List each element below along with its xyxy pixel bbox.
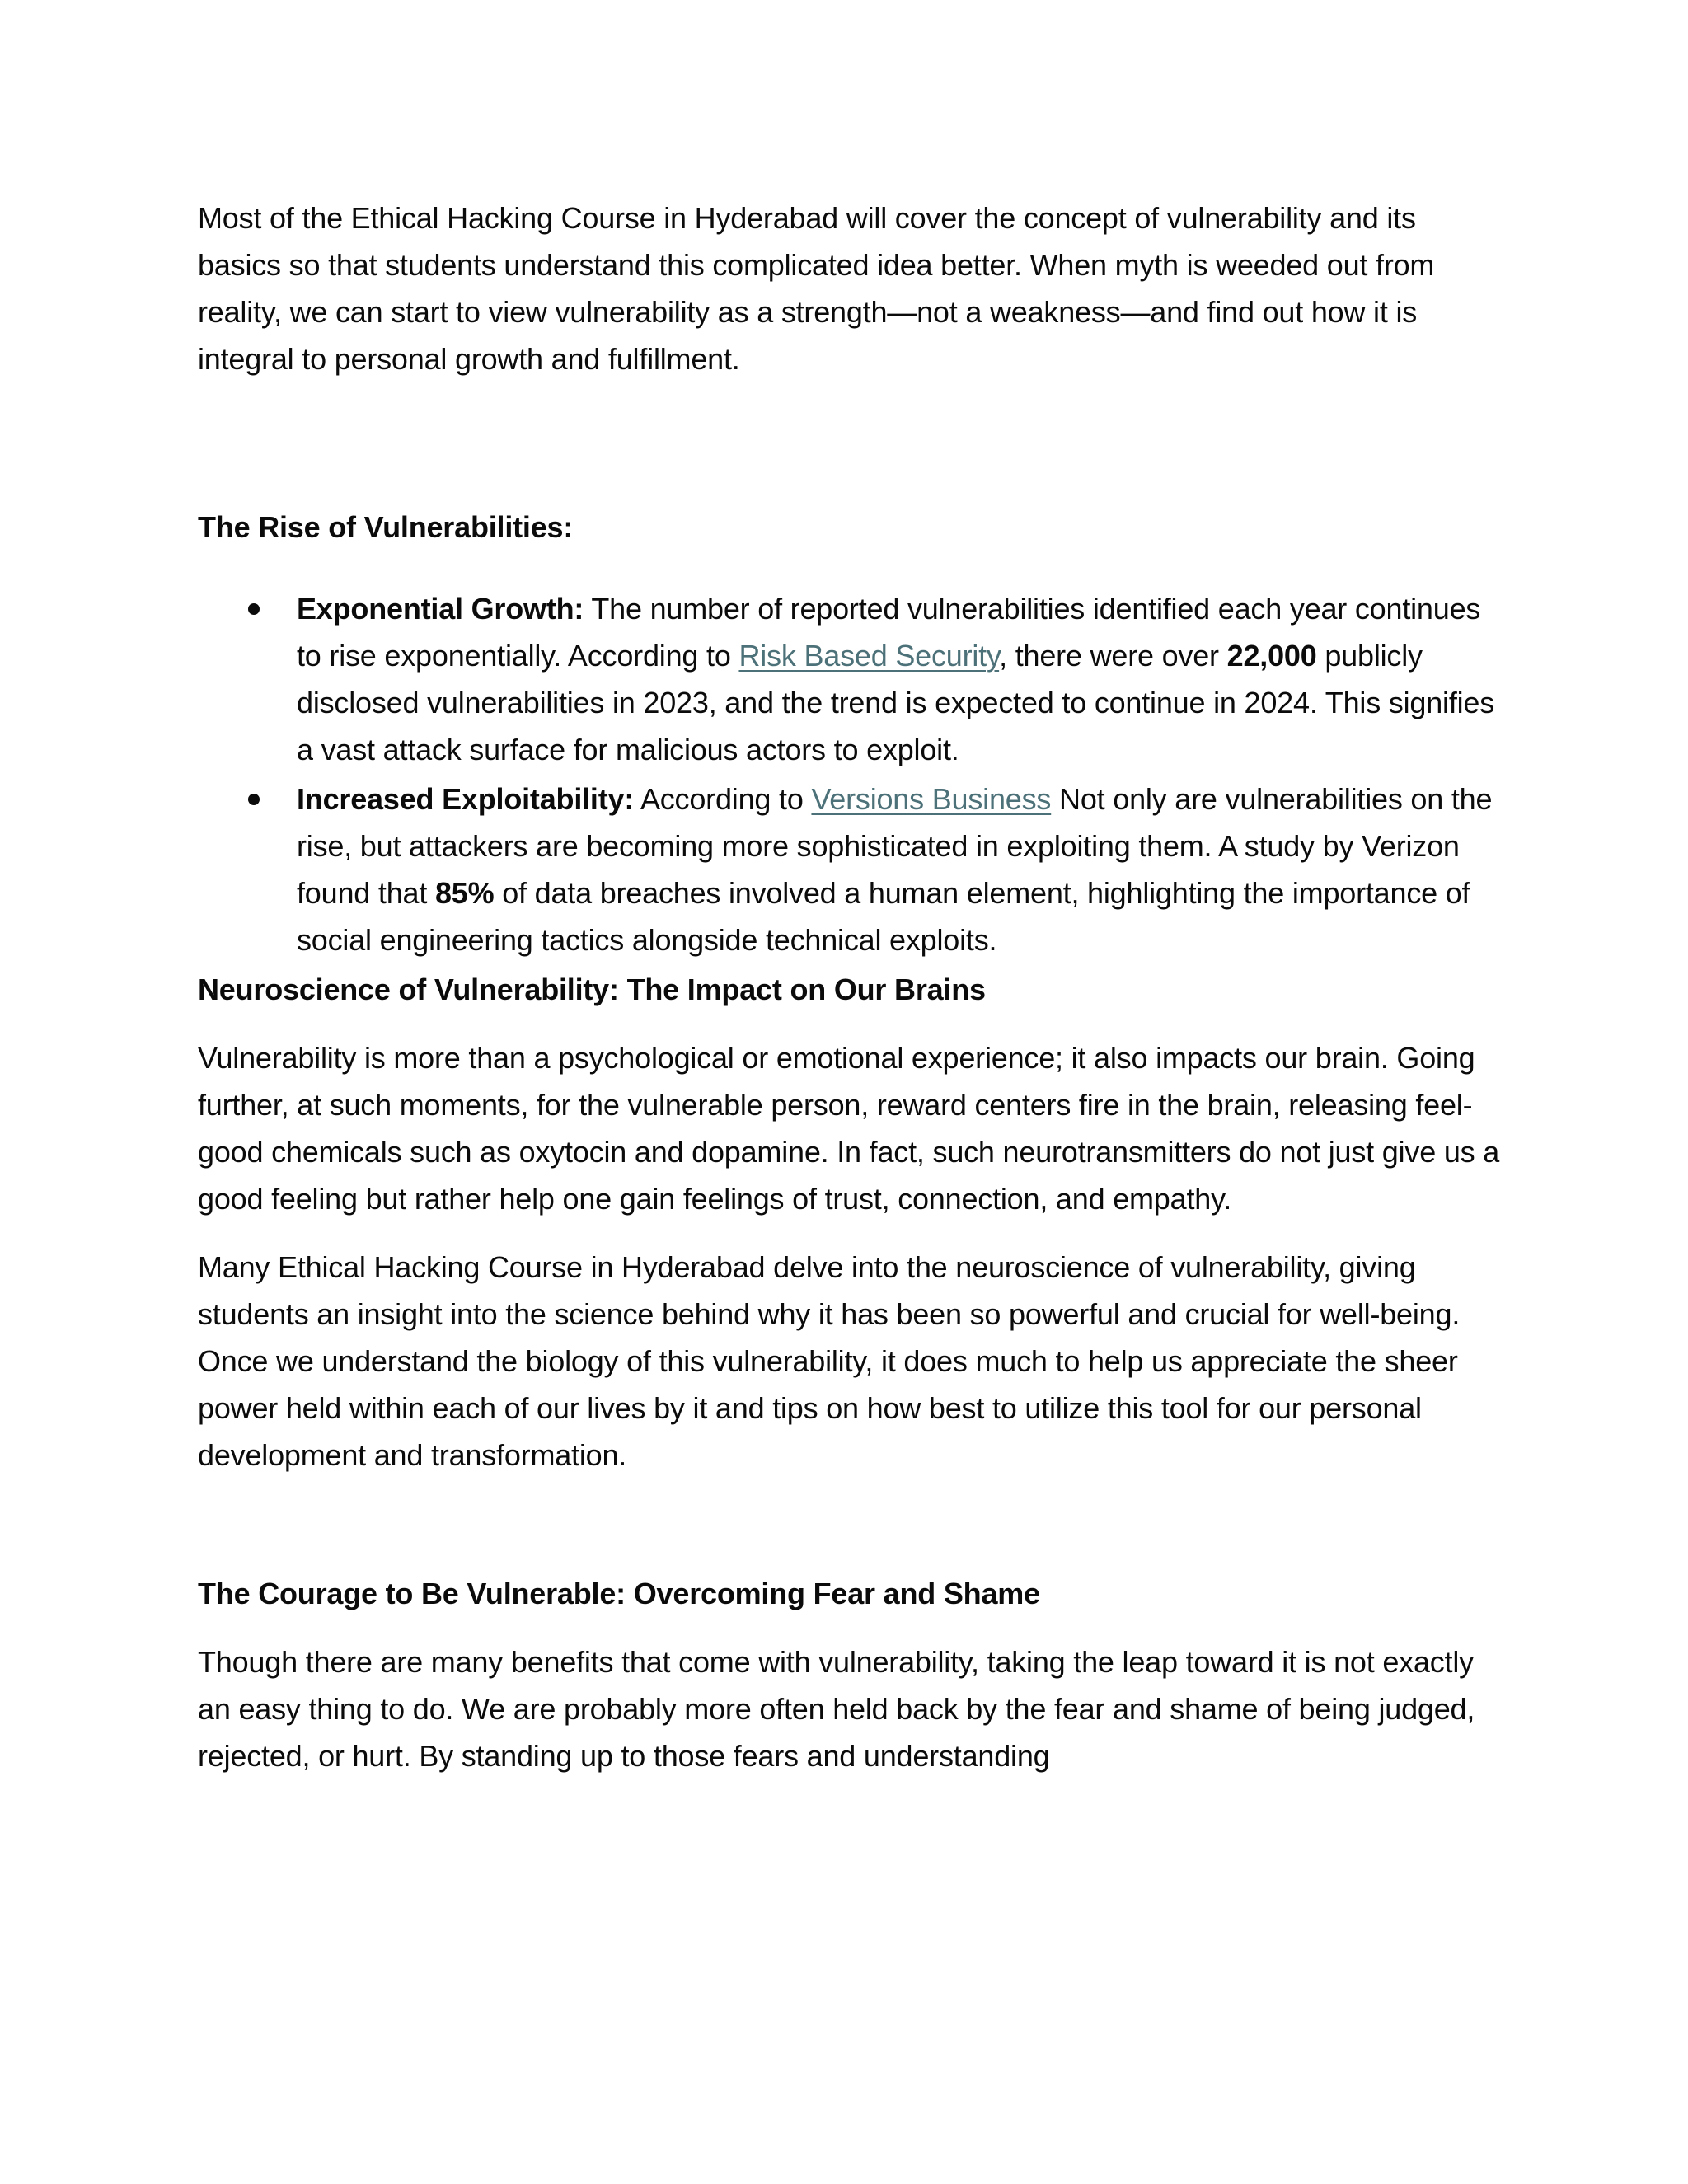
list-item <box>198 585 1500 773</box>
document-body <box>198 194 1500 1779</box>
bullet-title: Exponential Growth: <box>297 592 584 626</box>
list-item <box>198 776 1500 963</box>
bullet-title: Increased Exploitability: <box>297 782 635 816</box>
bullet-stat: 22,000 <box>1226 639 1317 673</box>
bullet-stat: 85% <box>434 876 495 910</box>
neuroscience-paragraph-2: Many Ethical Hacking Course in Hyderabad delve into the neuroscience of vulnerability, giving students an insight into the science behind why it has been so powerful and crucial for well-being. Once we understand the biology of this vulnerability, it does much to help us appreciate the sheer power held within each of our lives by it and tips on how best to utilize this tool for our personal development and transformation. <box>198 1250 1461 1472</box>
versions-business-link[interactable]: Versions Business <box>811 782 1052 816</box>
rise-heading: The Rise of Vulnerabilities: <box>198 510 574 544</box>
bullet-text: According to <box>634 782 812 816</box>
neuroscience-heading: Neuroscience of Vulnerability: The Impact on Our Brains <box>198 972 986 1006</box>
bullet-text: publicly disclosed vulnerabilities in 2023, and the trend is expected to continue in 2024. This signifies a vast attack surface for malicious actors to exploit. <box>297 639 1495 766</box>
bullet-text: The number of reported vulnerabilities identified each year continues to rise exponentially. According to <box>297 592 1481 673</box>
courage-heading: The Courage to Be Vulnerable: Overcoming Fear and Shame <box>198 1577 1040 1610</box>
bullet-text: of data breaches involved a human element, highlighting the importance of social engineering tactics alongside technical exploits. <box>297 876 1470 957</box>
bullet-text: Not only are vulnerabilities on the rise, but attackers are becoming more sophisticated in exploiting them. A study by Verizon found that <box>297 782 1493 910</box>
bullet-text: , there were over <box>999 639 1227 673</box>
intro-paragraph: Most of the Ethical Hacking Course in Hyderabad will cover the concept of vulnerability and its basics so that students understand this complicated idea better. When myth is weeded out from reality, we can start to view vulnerability as a strength—not a weakness—and find out how it is integral to personal growth and fulfillment. <box>198 201 1435 376</box>
neuroscience-paragraph-1: Vulnerability is more than a psychological or emotional experience; it also impacts our brain. Going further, at such moments, for the vulnerable person, reward centers fire in the brain, releasing feel-good chemicals such as oxytocin and dopamine. In fact, such neurotransmitters do not just give us a good feeling but rather help one gain feelings of trust, connection, and empathy. <box>198 1041 1500 1216</box>
bullet-icon <box>248 794 260 805</box>
courage-paragraph: Though there are many benefits that come with vulnerability, taking the leap toward it is not exactly an easy thing to do. We are probably more often held back by the fear and shame of being judged, rejected, or hurt. By standing up to those fears and understanding <box>198 1645 1475 1773</box>
rise-bullet-list <box>198 585 1500 963</box>
bullet-icon <box>248 603 260 615</box>
risk-based-security-link[interactable]: Risk Based Security <box>738 639 1000 673</box>
